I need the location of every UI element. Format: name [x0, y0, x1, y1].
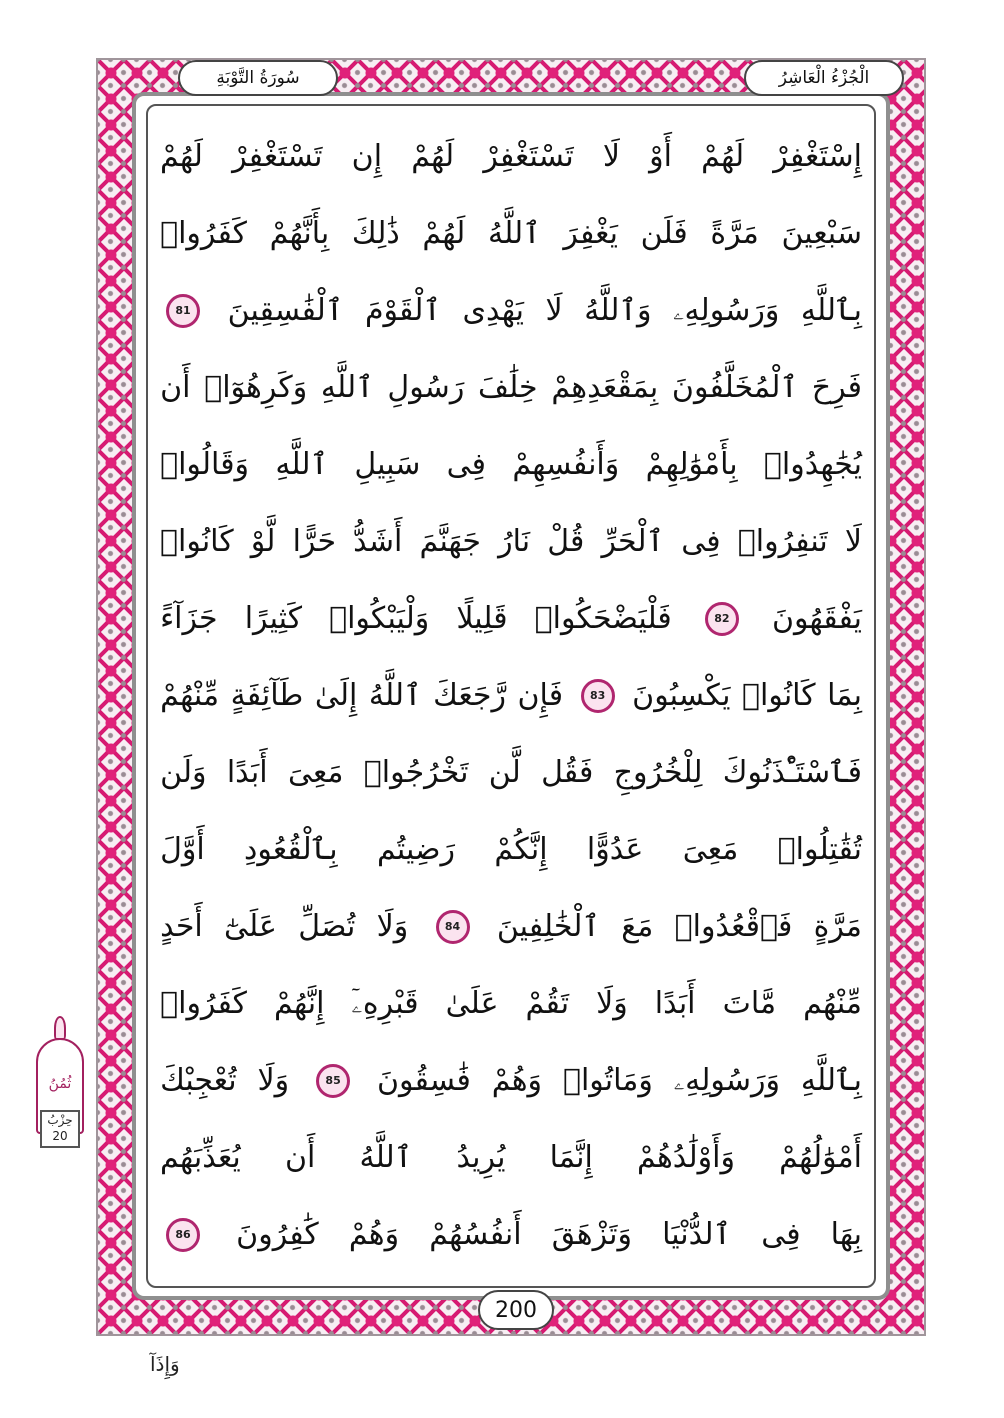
verse-word: ٱللَّهُ	[368, 678, 422, 713]
verse-word: بِٱللَّهِ	[800, 293, 862, 328]
verse-word: فَٰسِقُونَ	[377, 1063, 471, 1098]
verse-line	[160, 118, 862, 195]
verse-line	[160, 888, 862, 965]
verse-word: فَإِن	[517, 678, 564, 713]
page-number: 200	[478, 1290, 554, 1330]
verse-line	[160, 811, 862, 888]
verse-word: سَبْعِينَ	[781, 216, 862, 251]
ayah-number-marker: 83	[581, 679, 615, 713]
verse-line	[160, 426, 862, 503]
hizb-label: حِزْبُ	[47, 1113, 73, 1127]
hizb-marker	[28, 1016, 92, 1156]
verse-word: كَفَرُوا۟	[160, 986, 247, 1021]
verse-word: تَسْتَغْفِرْ	[483, 139, 574, 174]
verse-word: جَزَآءً	[160, 601, 218, 636]
verse-word: فَلْيَضْحَكُوا۟	[534, 601, 672, 636]
verse-word: فِى	[681, 524, 721, 559]
verse-word: بِمَقْعَدِهِمْ	[551, 370, 659, 405]
verse-word: إِنَّهُمْ	[274, 986, 325, 1021]
verse-word: وَلَا	[257, 1063, 290, 1098]
verse-word: لَّن	[488, 755, 521, 790]
verse-word: بِٱللَّهِ	[800, 1063, 862, 1098]
verse-word: لَا	[602, 139, 620, 174]
ayah-number-marker: 81	[166, 294, 200, 328]
verse-word: يُعَذِّبَهُم	[160, 1140, 241, 1175]
verse-line	[160, 272, 862, 349]
verse-word: وَكَرِهُوٓا۟	[204, 370, 308, 405]
verse-word: تَنفِرُوا۟	[737, 524, 828, 559]
verse-word: وَتَزْهَقَ	[551, 1217, 632, 1252]
verse-word: أَنفُسُهُمْ	[429, 1217, 522, 1252]
verse-word: كَثِيرًا	[244, 601, 302, 636]
verse-word: مَعِىَ	[287, 755, 344, 790]
verse-word: نَارُ	[498, 524, 531, 559]
verse-word: رَسُولِ	[387, 370, 465, 405]
verse-word: كَفَرُوا۟	[160, 216, 247, 251]
verse-word: رَضِيتُم	[376, 832, 456, 867]
verse-word: ٱللَّهُ	[359, 1140, 413, 1175]
verse-word: ٱللَّهُ	[488, 216, 541, 251]
verse-word: رَّجَعَكَ	[433, 678, 506, 713]
verse-word: لِلْخُرُوجِ	[613, 755, 703, 790]
verse-word: طَآئِفَةٍ	[230, 678, 304, 713]
verse-word: حَرًّا	[292, 524, 336, 559]
verse-word: وَلَا	[596, 986, 628, 1021]
verse-word: لَهُمْ	[411, 139, 455, 174]
verse-word: كَٰفِرُونَ	[236, 1217, 319, 1252]
verse-word: فَلَن	[640, 216, 688, 251]
verse-word: ذَٰلِكَ	[351, 216, 400, 251]
verse-word: وَلَا	[376, 909, 409, 944]
verse-word: ٱللَّهِ	[320, 370, 374, 405]
verse-word: تُعْجِبْكَ	[160, 1063, 237, 1098]
verse-word: أَوَّلَ	[160, 832, 205, 867]
verse-line	[160, 1196, 862, 1273]
verse-word: قَلِيلًا	[456, 601, 508, 636]
verse-word: فَٱسْتَـْٔذَنُوكَ	[722, 755, 862, 790]
verse-word: فَٱقْعُدُوا۟	[674, 909, 793, 944]
verse-word: وَأَوْلَٰدُهُمْ	[636, 1140, 735, 1175]
verse-word: بِأَمْوَٰلِهِمْ	[645, 447, 738, 482]
verse-word: يَغْفِرَ	[563, 216, 618, 251]
verse-word: وَأَنفُسِهِمْ	[512, 447, 620, 482]
verse-word: يَفْقَهُونَ	[771, 601, 862, 636]
verse-word: أَمْوَٰلُهُمْ	[779, 1140, 862, 1175]
verse-word: قُلْ	[547, 524, 585, 559]
verse-word: إِسْتَغْفِرْ	[773, 139, 862, 174]
ayah-number-marker: 84	[436, 910, 470, 944]
verse-line	[160, 503, 862, 580]
verse-word: ٱلْفَٰسِقِينَ	[227, 293, 344, 328]
verse-word: لَا	[545, 293, 563, 328]
verse-word: أَحَدٍ	[160, 909, 203, 944]
catchword: وَإِذَآ	[150, 1352, 180, 1376]
verse-word: يُرِيدُ	[456, 1140, 506, 1175]
verse-word: تُقَٰتِلُوا۟	[777, 832, 862, 867]
verse-word: يَكْسِبُونَ	[632, 678, 731, 713]
verse-word: مَرَّةٍ	[813, 909, 862, 944]
verse-word: لَهُمْ	[422, 216, 466, 251]
verse-word: إِلَىٰ	[314, 678, 358, 713]
verse-word: بِمَا	[827, 678, 862, 713]
verse-word: وَلَن	[160, 755, 207, 790]
verse-word: وَلْيَبْكُوا۟	[329, 601, 430, 636]
verse-word: مِّنْهُم	[803, 986, 862, 1021]
verse-word: إِنَّمَا	[549, 1140, 593, 1175]
verse-word: إِنَّكُمْ	[494, 832, 548, 867]
verse-line	[160, 580, 862, 657]
verse-word: أَوْ	[649, 139, 672, 174]
verse-word: عَلَىٰ	[445, 986, 499, 1021]
ayah-number-marker: 86	[166, 1218, 200, 1252]
verse-word: مَعِىَ	[682, 832, 739, 867]
verse-word: جَهَنَّمَ	[419, 524, 481, 559]
verse-word: كَانُوا۟	[160, 524, 234, 559]
verse-word: مَّاتَ	[722, 986, 777, 1021]
verse-word: قَبْرِهِۦٓ	[351, 986, 419, 1021]
verse-line	[160, 1042, 862, 1119]
verse-word: لَّوْ	[250, 524, 276, 559]
hizb-fraction: ثُمُنُ	[48, 1076, 72, 1092]
ayah-number-marker: 82	[705, 602, 739, 636]
verse-word: وَرَسُولِهِۦ	[673, 1063, 780, 1098]
verse-word: وَرَسُولِهِۦ	[673, 293, 780, 328]
verse-word: يُجَٰهِدُوا۟	[763, 447, 862, 482]
verse-word: تَقُمْ	[525, 986, 570, 1021]
juz-label: الْجُزْءُ الْعَاشِرُ	[744, 60, 904, 96]
verse-word: وَقَالُوا۟	[160, 447, 250, 482]
verse-word: مَرَّةً	[710, 216, 759, 251]
verse-word: وَهُمْ	[348, 1217, 400, 1252]
verse-line	[160, 1119, 862, 1196]
verse-word: لَا	[844, 524, 862, 559]
verse-word: سَبِيلِ	[354, 447, 421, 482]
verse-word: بِٱلْقُعُودِ	[244, 832, 338, 867]
verse-line	[160, 195, 862, 272]
verse-word: أَن	[284, 1140, 316, 1175]
verse-word: فِى	[761, 1217, 801, 1252]
verse-lines	[160, 118, 862, 1273]
verse-word: ٱلْمُخَلَّفُونَ	[671, 370, 798, 405]
verse-word: إِن	[351, 139, 383, 174]
verse-word: خِلَٰفَ	[478, 370, 538, 405]
verse-word: ٱللَّهِ	[275, 447, 329, 482]
verse-line	[160, 965, 862, 1042]
verse-word: أَشَدُّ	[353, 524, 403, 559]
verse-word: وَمَاتُوا۟	[562, 1063, 653, 1098]
verse-word: فَرِحَ	[811, 370, 862, 405]
verse-word: فِى	[446, 447, 487, 482]
verse-word: ٱلْحَرِّ	[601, 524, 665, 559]
verse-word: لَهُمْ	[701, 139, 745, 174]
verse-word: تَخْرُجُوا۟	[363, 755, 469, 790]
surah-label: سُورَةُ التَّوْبَةِ	[178, 60, 338, 96]
verse-word: أَبَدًا	[226, 755, 268, 790]
verse-word: يَهْدِى	[462, 293, 524, 328]
verse-word: ٱلدُّنْيَا	[662, 1217, 732, 1252]
verse-word: كَانُوا۟	[741, 678, 816, 713]
verse-word: مِّنْهُمْ	[160, 678, 220, 713]
verse-word: مَعَ	[621, 909, 654, 944]
verse-word: ٱلْخَٰلِفِينَ	[496, 909, 600, 944]
hizb-finial-icon	[54, 1016, 66, 1040]
verse-word: ٱلْقَوْمَ	[364, 293, 441, 328]
verse-word: لَهُمْ	[160, 139, 203, 174]
verse-word: وَهُمْ	[491, 1063, 543, 1098]
verse-word: أَن	[160, 370, 191, 405]
verse-word: تُصَلِّ	[298, 909, 356, 944]
verse-word: فَقُل	[541, 755, 594, 790]
ayah-number-marker: 85	[316, 1064, 350, 1098]
verse-word: تَسْتَغْفِرْ	[232, 139, 323, 174]
verse-line	[160, 734, 862, 811]
verse-line	[160, 349, 862, 426]
verse-word: بِهَا	[830, 1217, 862, 1252]
hizb-number: 20	[52, 1129, 68, 1143]
verse-word: عَلَىٰٓ	[224, 909, 277, 944]
hizb-box	[40, 1110, 80, 1148]
verse-word: بِأَنَّهُمْ	[269, 216, 330, 251]
verse-word: وَٱللَّهُ	[584, 293, 652, 328]
verse-word: أَبَدًا	[654, 986, 696, 1021]
verse-line	[160, 657, 862, 734]
verse-word: عَدُوًّا	[586, 832, 644, 867]
